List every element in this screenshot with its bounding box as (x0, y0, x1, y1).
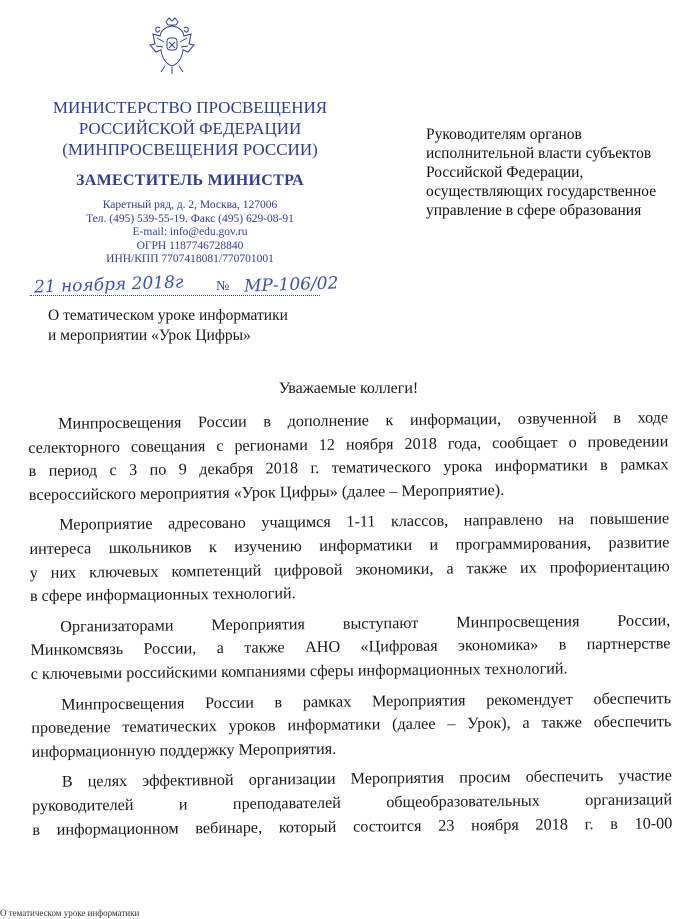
contact-email: E-mail: info@edu.gov.ru (132, 226, 248, 239)
addressee-line: осуществляющих государственное (426, 183, 657, 200)
contact-block (40, 199, 340, 267)
text-line: в сфере информационных технологий. (29, 584, 296, 606)
contact-address: Каретный ряд, д. 2, Москва, 127006 (102, 199, 278, 211)
letter-body (28, 406, 673, 849)
paragraph-2 (29, 508, 670, 609)
paragraph-4 (31, 687, 672, 764)
subject-line: О тематическом уроке информатики (48, 307, 288, 324)
letter-subject (48, 306, 348, 346)
text-line: в период с 3 по 9 декабря 2018 г. тематического урока информатики в рамках (28, 455, 669, 481)
text-line: селекторного совещания с регионами 12 ноября 2018 года, сообщает о проведении (28, 431, 669, 457)
text-line: у них ключевых компетенций цифровой экономики, а также их профориентацию (29, 556, 670, 582)
registration-number: МР-106/02 (243, 273, 339, 297)
text-line: проведение тематических уроков информатики (далее – Урок), а также обеспечить (31, 712, 672, 738)
registration-underline (30, 294, 320, 296)
registration-date: 21 ноября 2018г (33, 272, 184, 298)
text-line: Минпросвещения России в дополнение к информации, озвученной в ходе (58, 408, 669, 433)
ministry-line: РОССИЙСКОЙ ФЕДЕРАЦИИ (78, 119, 302, 138)
text-line: Организаторами Мероприятия выступают Минпросвещения России, (60, 611, 671, 636)
contact-phone: Тел. (495) 539-55-19. Факс (495) 629-08-91 (86, 212, 294, 225)
paragraph-5 (32, 765, 673, 842)
addressee-line: Руководителям органов (426, 126, 582, 143)
text-line: Минкомсвязь России, а также АНО «Цифровая экономика» в партнерстве (30, 634, 671, 660)
subject-line: и мероприятии «Урок Цифры» (48, 327, 251, 344)
text-line: Мероприятие адресовано учащимся 1-11 классов, направлено на повышение (59, 509, 670, 535)
addressee-line: управление в сфере образования (426, 202, 642, 219)
text-line: информационную поддержку Мероприятия. (31, 739, 337, 761)
addressee-block (426, 125, 691, 220)
paragraph-3 (30, 609, 671, 686)
text-line: в информационном вебинаре, который состоится 23 ноября 2018 г. в 10-00 (32, 813, 673, 839)
text-line: всероссийского мероприятия «Урок Цифры» (далее – Мероприятие). (28, 480, 505, 504)
contact-ogrn: ОГРН 1187746728840 (136, 239, 244, 252)
double-headed-eagle-icon (147, 14, 197, 76)
addressee-line: Российской Федерации, (426, 164, 584, 181)
registration-line (30, 272, 339, 303)
ministry-line: МИНИСТЕРСТВО ПРОСВЕЩЕНИЯ (52, 98, 328, 117)
state-emblem (147, 14, 197, 76)
footer-note: О тематическом уроке информатики (0, 908, 140, 918)
text-line: Минпросвещения России в рамках Мероприятия рекомендует обеспечить (60, 688, 672, 714)
text-line: В целях эффективной организации Мероприятия просим обеспечить участие (61, 766, 672, 791)
ministry-name (40, 97, 340, 160)
number-sign: № (216, 279, 230, 294)
contact-inn: ИНН/КПП 7707418081/770701001 (106, 253, 274, 266)
text-line: с ключевыми российскими компаниями сферы информационных технологий. (30, 659, 568, 683)
ministry-line: (МИНПРОСВЕЩЕНИЯ РОССИИ) (62, 140, 318, 159)
paragraph-1 (28, 406, 669, 507)
text-line: руководителей и преподавателей общеобразовательных организаций (32, 790, 673, 815)
text-line: интереса школьников к изучению информатики и программирования, развитие (29, 533, 670, 558)
deputy-title: ЗАМЕСТИТЕЛЬ МИНИСТРА (75, 172, 305, 189)
greeting: Уважаемые коллеги! (278, 380, 419, 397)
addressee-line: исполнительной власти субъектов (426, 145, 652, 162)
